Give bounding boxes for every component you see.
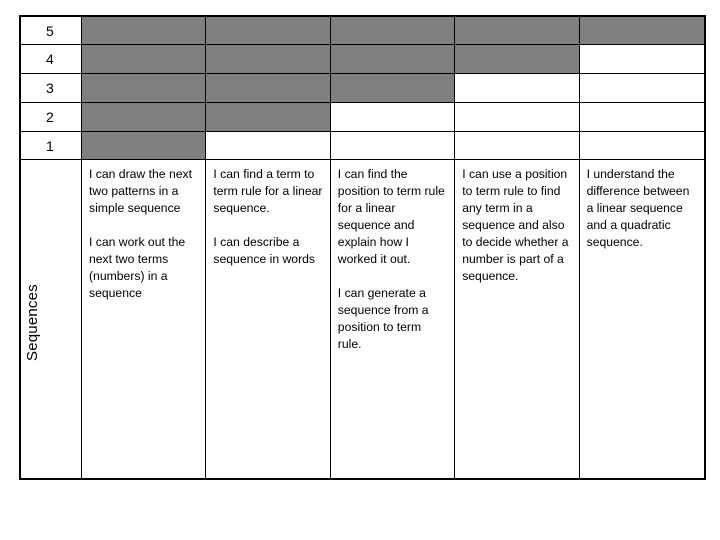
statement-column-5 [580,160,704,478]
statement: I can find a term to term rule for a linear sequence. [213,167,323,215]
statement: I can describe a sequence in words [213,235,316,266]
level-5-col-5 [580,17,704,45]
level-2-col-1 [82,103,206,132]
statement: I can work out the next two terms (numbers) in a sequence [89,235,186,300]
level-1-col-1 [82,132,206,160]
level-2-col-2 [206,103,330,132]
progress-grid [19,15,706,480]
level-4-col-4 [455,45,579,74]
level-4-col-5 [580,45,704,74]
statement-column-3 [331,160,455,478]
level-5-col-4 [455,17,579,45]
statement-column-2 [206,160,330,478]
statement-column-4 [455,160,579,478]
level-label-3: 3 [21,74,82,103]
level-3-col-1 [82,74,206,103]
level-5-col-2 [206,17,330,45]
level-label-4: 4 [21,45,82,74]
level-4-col-1 [82,45,206,74]
statement-column-1 [82,160,206,478]
level-4-col-3 [331,45,455,74]
level-3-col-4 [455,74,579,103]
topic-label-cell [21,160,82,478]
level-4-col-2 [206,45,330,74]
level-2-col-5 [580,103,704,132]
level-1-col-2 [206,132,330,160]
level-2-col-3 [331,103,455,132]
level-3-col-3 [331,74,455,103]
level-3-col-2 [206,74,330,103]
statement: I can draw the next two patterns in a simple sequence [89,167,192,215]
statement: I understand the difference between a linear sequence and a quadratic sequence. [586,167,690,249]
topic-label: Sequences [24,284,41,361]
statement: I can generate a sequence from a position to term rule. [337,286,429,351]
level-label-2: 2 [21,103,82,132]
statement: I can find the position to term rule for a linear sequence and explain how I worked it out. [337,167,445,266]
level-label-1: 1 [21,132,82,160]
level-1-col-4 [455,132,579,160]
level-5-col-3 [331,17,455,45]
level-2-col-4 [455,103,579,132]
level-3-col-5 [580,74,704,103]
level-1-col-5 [580,132,704,160]
statement: I can use a position to term rule to find any term in a sequence and also to decide whether a number is part of a sequence. [462,167,569,283]
level-label-5: 5 [21,17,82,45]
level-5-col-1 [82,17,206,45]
level-1-col-3 [331,132,455,160]
